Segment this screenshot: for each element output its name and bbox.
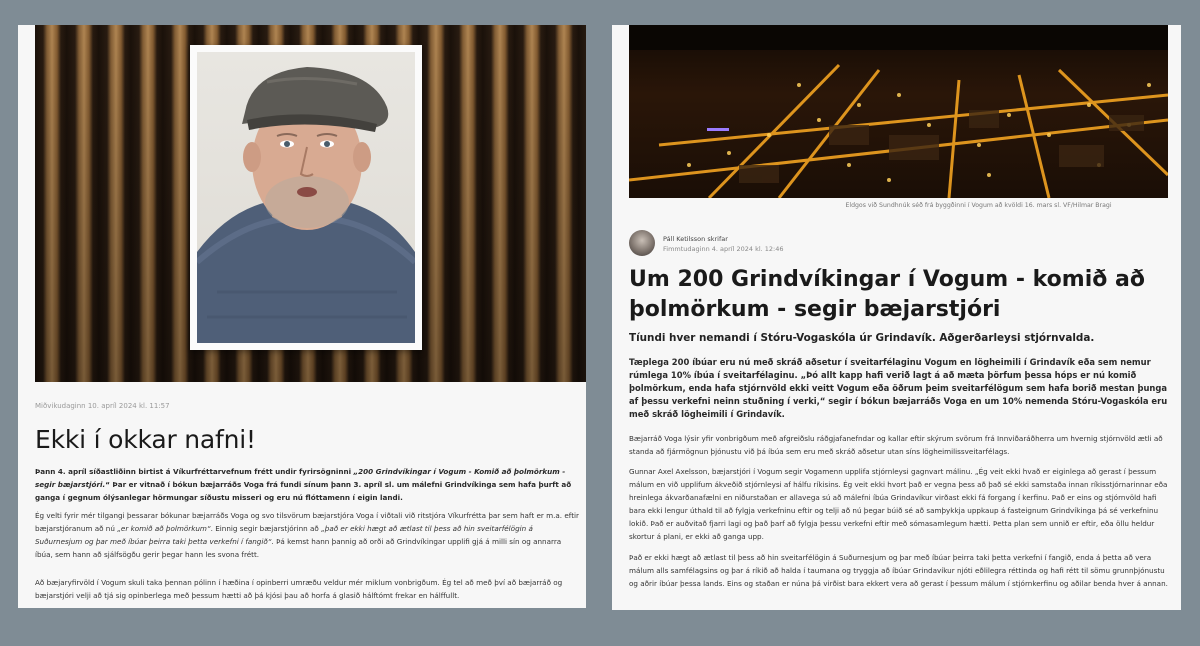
- quote: „er komið að þolmörkum“: [117, 524, 211, 533]
- portrait-illustration: [197, 52, 415, 343]
- article-title: Ekki í okkar nafni!: [35, 425, 256, 454]
- left-article-card: [18, 25, 586, 608]
- article-paragraph: Bæjarráð Voga lýsir yfir vonbrigðum með afgreiðslu ráðgjafanefndar og kallar eftir skýrum svörum frá Innviðaráðherra um hvernig stjórnvöld ætli að standa að fjármögnun þjónustu við þá íbúa sem eru með skráð aðsetur utan síns lögheimilissveitarfélags.: [629, 434, 1163, 456]
- right-article-card: [612, 25, 1181, 610]
- article-date: Miðvikudaginn 10. apríl 2024 kl. 11:57: [35, 402, 170, 410]
- article-title: Um 200 Grindvíkingar í Vogum - komið að þolmörkum - segir bæjarstjóri: [629, 267, 1145, 322]
- quote: „það er ekki hægt að ætlast til þess að hin sveitarfélögin á Suðurnesjum og þar með íbúar þeirra taki þetta verkefni í fangið“: [35, 524, 533, 546]
- author-portrait-frame: [190, 45, 422, 350]
- article-date: Fimmtudaginn 4. apríl 2024 kl. 12:46: [663, 245, 784, 253]
- article-paragraph: [35, 465, 580, 504]
- hero-image-night-town: [629, 25, 1168, 198]
- author-byline: [629, 230, 929, 258]
- text-span: Þann 4. apríl síðastliðinn birtist á Víkurfréttarvefnum frétt undir fyrirsögninni: [35, 467, 354, 476]
- quoted-headline: „200 Grindvíkingar í Vogum - Komið að þolmörkum - segir bæjarstjóri.: [35, 467, 566, 489]
- article-paragraph: Gunnar Axel Axelsson, bæjarstjóri í Vogum segir Vogamenn upplifa stjórnleysi gagnvart málinu. „Ég veit ekki hvað er eiginlega að gerast í þessum málum en við upplifum ákveðið stjórnleysi af hálfu ríkisins. Ég veit ekki hvort það er vegna þess að það sé ekki samstaða innan ríkisstjórnarinnar eða hreinlega ákvarðanafælni en niðurstaðan er allavega sú að málefni íbúa Grindavíkur virðast ekki fá forgang í kerfinu. Það er eins og stjórnvöld hafi bara ekki lengur úthald til að fylgja verkefninu eftir og telji að nú þegar búið sé að samþykkja uppkaup á fasteignum Grindvíkinga þá sé verkefninu lokið. Það er auðvitað fjarri lagi og það þarf að fylgja þessu verkefni eftir með sómasamlegum hætti. Þetta plan sem unnið er eftir, eða öllu heldur skortur á plani, er ekki að ganga upp.: [629, 467, 1168, 541]
- article-paragraph: Það er ekki hægt að ætlast til þess að hin sveitarfélögin á Suðurnesjum og þar með íbúar þeirra taki þetta verkefni í fangið, enda á þetta að vera málum alls samfélagsins og þar á ríkið að halda í taumana og tryggja að íbúar Grindavíkur njóti eðlilegra réttinda og hafi rétt til sömu grunnþjónustu og aðrir íbúar þessa lands. Eins og staðan er núna þá virðist bara ekkert vera að gerast í þessum málum í stjórnkerfinu og aðilar benda hver á annan.: [629, 553, 1168, 588]
- author-name[interactable]: Páll Ketilsson skrifar: [663, 235, 728, 243]
- night-town-illustration: [629, 25, 1168, 198]
- avatar: [629, 230, 655, 256]
- article-paragraph: [35, 509, 580, 561]
- author-portrait: [197, 52, 415, 343]
- text-span: Ég velti fyrir mér tilgangi þessarar bókunar bæjarráðs Voga og svo tilsvörum bæjarstjóra Voga í viðtali við ritstjóra Víkurfrétta þar sem haft er m.a. eftir bæjarstjóranum að nú: [35, 511, 579, 533]
- text-span: “ Þar er vitnað í bókun bæjarráðs Voga frá fundi sínum þann 3. apríl sl. um málefni Grindvíkinga sem hafa þurft að ganga í gegnum ólýsanlegar hörmungar síðustu misseri og eru nú flóttamenn í eigin landi.: [35, 480, 572, 502]
- text-span: . Þá kemst hann þannig að orði að Grindvíkingar upplifi gjá á milli sín og annarra íbúa, sem hann að sjálfsögðu gerir þegar hann les svona frétt.: [35, 537, 562, 559]
- article-lead: Tæplega 200 íbúar eru nú með skráð aðsetur í sveitarfélaginu Vogum en lögheimili í Grindavík eða sem nemur rúmlega 10% íbúa í sveitarfélaginu. „Þó allt kapp hafi verið lagt á að mæta þörfum þessa hóps er nú komið þolmörkum, enda hafa stjórnvöld ekki veitt Vogum eða öðrum þeim sveitarfélögum sem hafa borið mestan þunga af þessu verkefni neinn stuðning í verki,“ segir í bókun bæjarráðs Voga en um 10% nemenda Stóru-Vogaskóla eru með skráð lögheimili í Grindavík.: [629, 357, 1168, 419]
- image-caption: Eldgos við Sundhnúk séð frá byggðinni í Vogum að kvöldi 16. mars sl. VF/Hilmar Bragi: [845, 202, 1112, 209]
- article-paragraph: Að bæjaryfirvöld í Vogum skuli taka þennan pólinn í hæðina í opinberri umræðu veldur mér miklum vonbrigðum. Ég tel að með því að bæjarráð og bæjarstjóri velji að tjá sig opinberlega með þessum hætti að þá kjósi þau að horfa á glasið hálftómt frekar en hálffullt.: [35, 578, 563, 600]
- text-span: . Einnig segir bæjarstjórinn að: [210, 524, 322, 533]
- article-subtitle: Tíundi hver nemandi í Stóru-Vogaskóla úr Grindavík. Aðgerðarleysi stjórnvalda.: [629, 332, 1095, 344]
- hero-image-wood-background: [35, 25, 586, 382]
